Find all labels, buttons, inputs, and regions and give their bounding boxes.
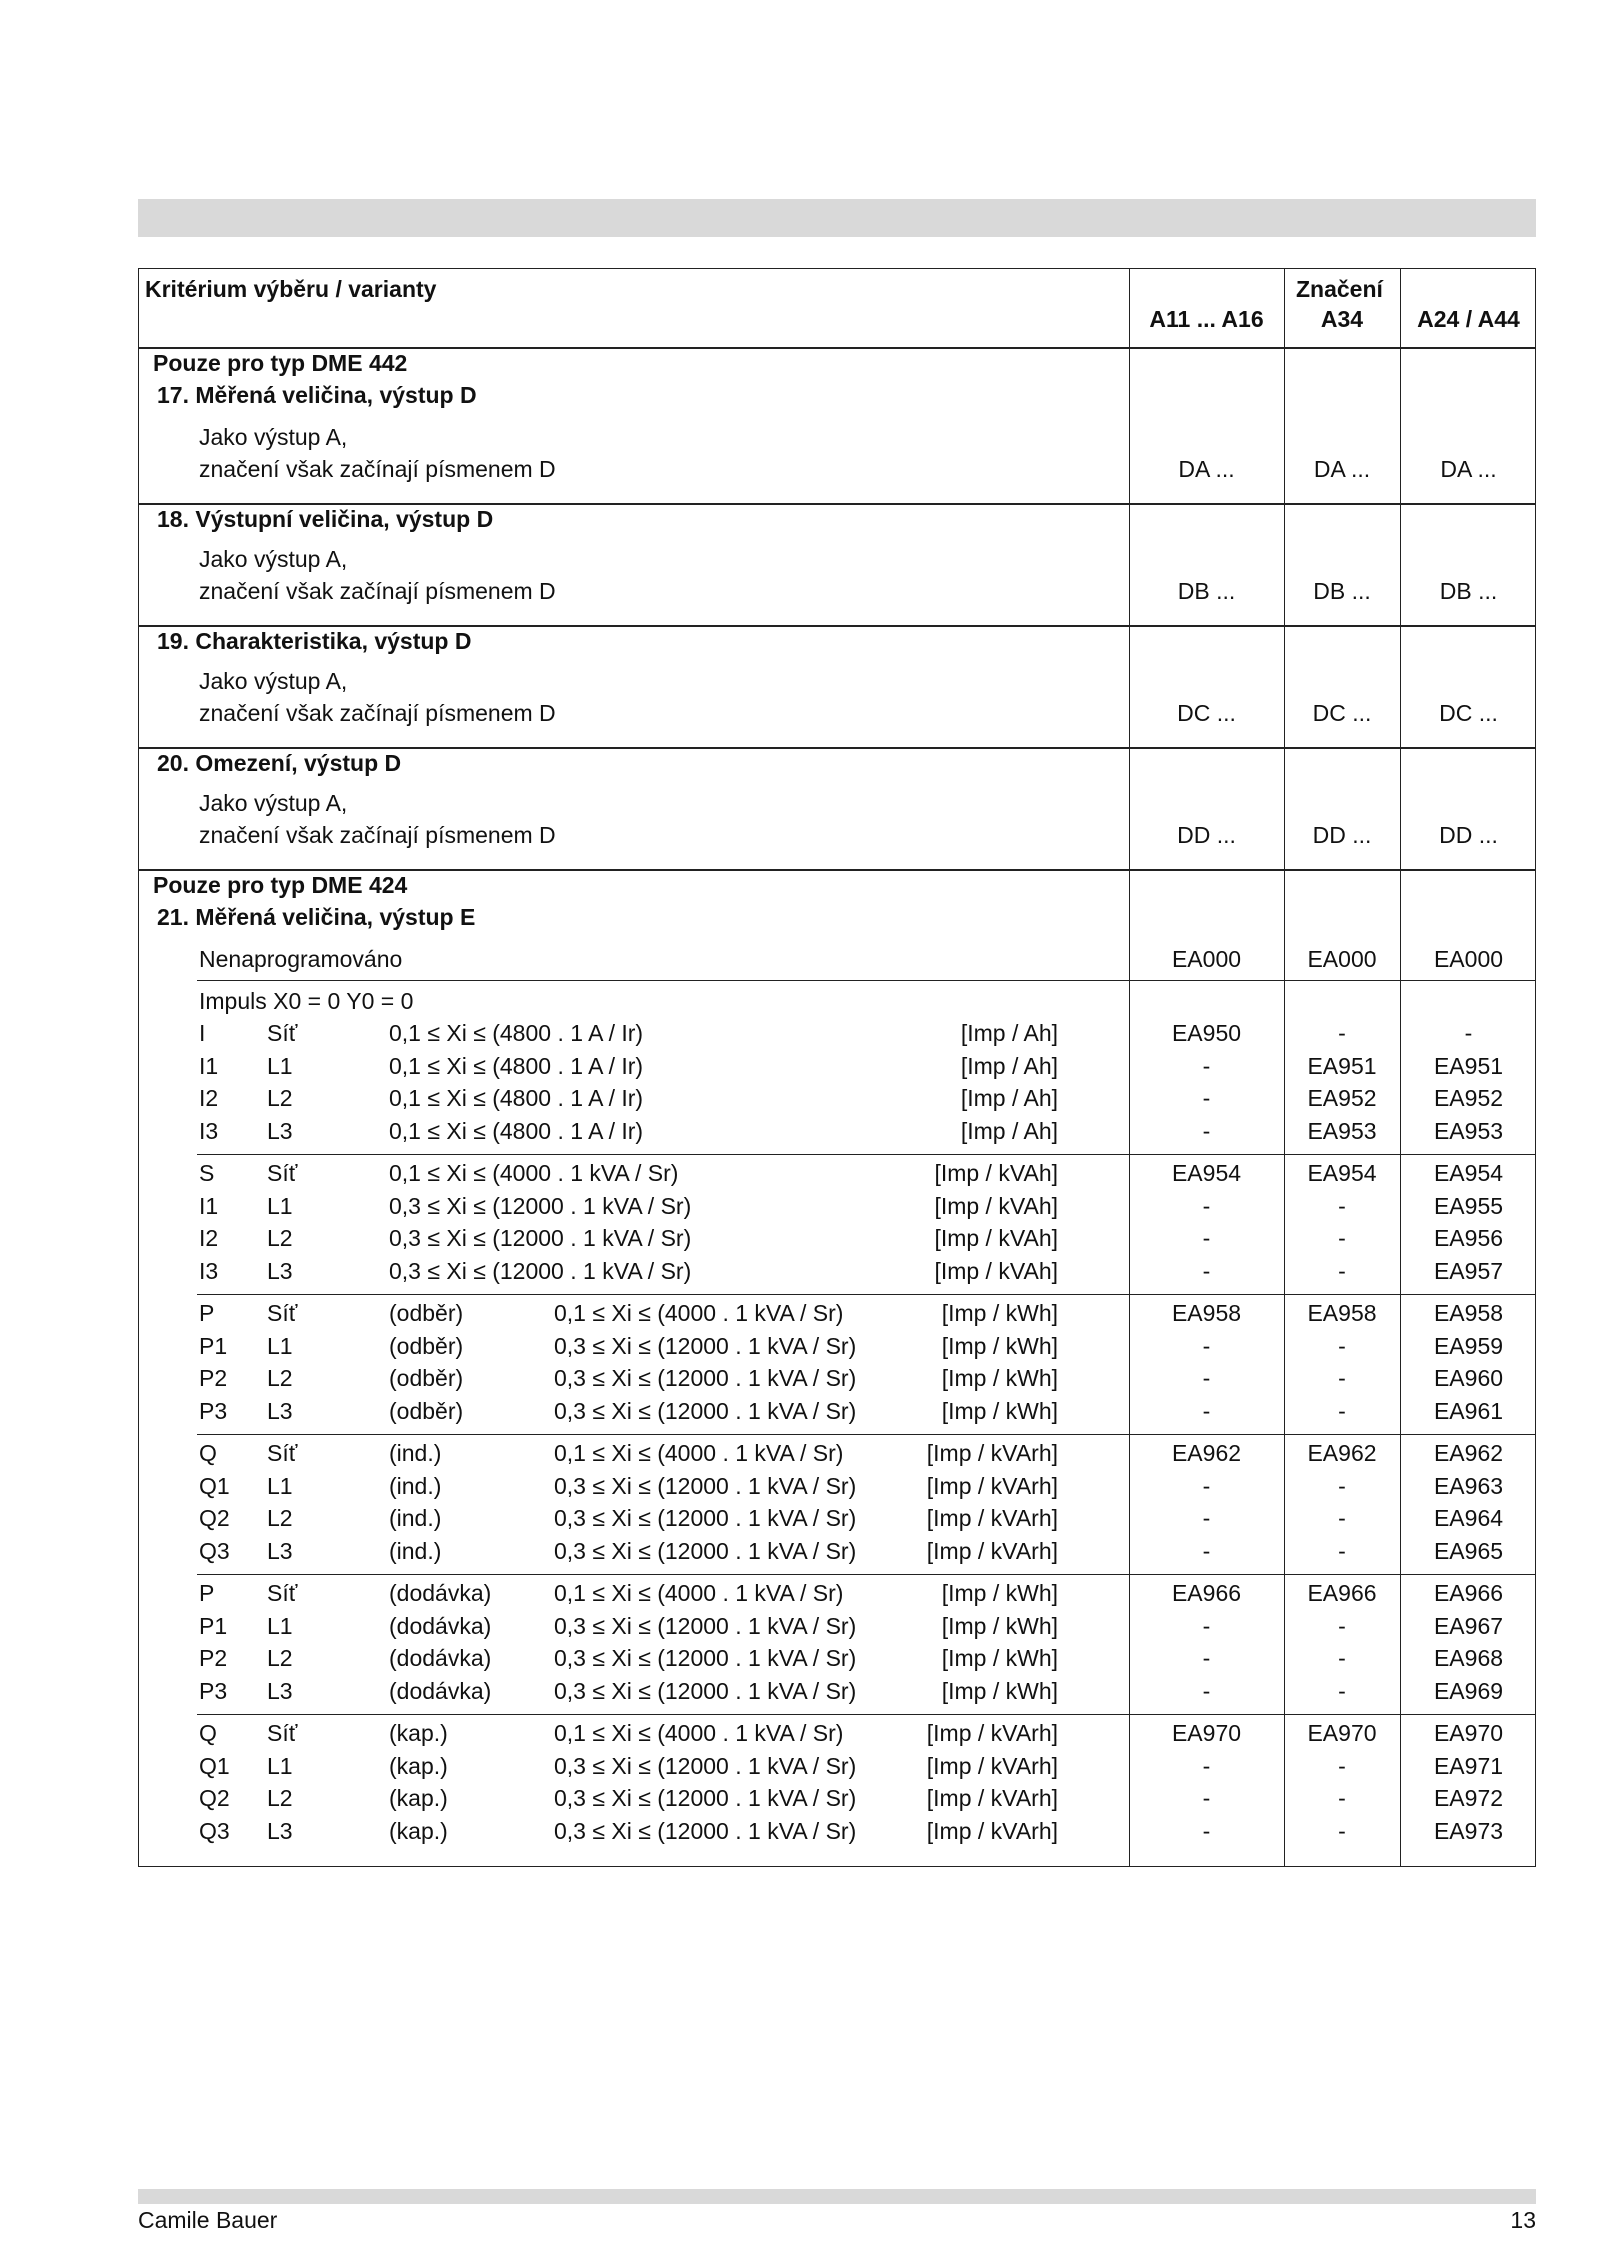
marking-code: EA966 xyxy=(1171,1580,1242,1606)
row-sym: I2 xyxy=(199,1225,219,1251)
marking-code: - xyxy=(1202,1225,1211,1251)
footer-bar xyxy=(138,2189,1536,2204)
row-range: 0,3 ≤ Xi ≤ (12000 . 1 kVA / Sr) xyxy=(554,1612,857,1639)
marking-code: DA ... xyxy=(1178,456,1235,482)
row-mode: (kap.) xyxy=(389,1785,448,1811)
type-note-dme442: Pouze pro typ DME 442 xyxy=(153,350,408,376)
row-phase: L3 xyxy=(267,1677,293,1704)
row-phase: Síť xyxy=(267,1720,298,1746)
row-range: 0,3 ≤ Xi ≤ (12000 . 1 kVA / Sr) xyxy=(389,1257,692,1284)
row-sym: I2 xyxy=(199,1085,219,1111)
marking-code: - xyxy=(1338,1257,1346,1284)
header-bar xyxy=(138,199,1536,237)
marking-code: - xyxy=(1202,1505,1211,1531)
marking-code: EA954 xyxy=(1307,1160,1377,1186)
group-divider xyxy=(197,1574,1535,1575)
section-text: značení však začínají písmenem D xyxy=(199,456,556,482)
group-divider xyxy=(197,980,1535,981)
row-mode: (dodávka) xyxy=(389,1580,492,1606)
row-unit: [Imp / Ah] xyxy=(960,1085,1058,1111)
marking-code: - xyxy=(1338,1677,1346,1704)
row-range: 0,3 ≤ Xi ≤ (12000 . 1 kVA / Sr) xyxy=(389,1225,692,1251)
section-text: Jako výstup A, xyxy=(199,546,348,572)
row-sym: I1 xyxy=(199,1052,219,1079)
section-text: Jako výstup A, xyxy=(199,790,348,816)
impulse-label: Impuls X0 = 0 Y0 = 0 xyxy=(199,988,414,1014)
row-sym: P3 xyxy=(199,1677,228,1704)
marking-code: - xyxy=(1338,1612,1346,1639)
row-range: 0,3 ≤ Xi ≤ (12000 . 1 kVA / Sr) xyxy=(554,1817,857,1844)
row-range: 0,3 ≤ Xi ≤ (12000 . 1 kVA / Sr) xyxy=(554,1472,857,1499)
row-range: 0,3 ≤ Xi ≤ (12000 . 1 kVA / Sr) xyxy=(554,1677,857,1704)
row-range: 0,1 ≤ Xi ≤ (4800 . 1 A / Ir) xyxy=(389,1052,644,1079)
row-mode: (dodávka) xyxy=(389,1677,492,1704)
row-unit: [Imp / kVArh] xyxy=(926,1817,1058,1844)
column-header-a34: A34 xyxy=(1320,306,1364,332)
row-phase: L2 xyxy=(267,1645,293,1671)
row-phase: L3 xyxy=(267,1537,293,1564)
row-range: 0,1 ≤ Xi ≤ (4000 . 1 kVA / Sr) xyxy=(554,1580,844,1606)
row-unit: [Imp / kWh] xyxy=(941,1580,1058,1606)
section-title: 18. Výstupní veličina, výstup D xyxy=(157,506,494,532)
row-mode: (ind.) xyxy=(389,1440,442,1466)
marking-code: EA962 xyxy=(1433,1440,1504,1466)
row-sym: Q3 xyxy=(199,1817,230,1844)
row-range: 0,1 ≤ Xi ≤ (4800 . 1 A / Ir) xyxy=(389,1020,644,1046)
row-mode: (ind.) xyxy=(389,1472,442,1499)
row-unit: [Imp / kWh] xyxy=(941,1332,1058,1359)
row-unit: [Imp / kVArh] xyxy=(926,1440,1058,1466)
row-range: 0,3 ≤ Xi ≤ (12000 . 1 kVA / Sr) xyxy=(554,1365,857,1391)
marking-code: EA965 xyxy=(1433,1537,1504,1564)
row-sym: Q xyxy=(199,1440,217,1466)
row-phase: Síť xyxy=(267,1020,298,1046)
marking-code: - xyxy=(1202,1645,1211,1671)
marking-code: EA957 xyxy=(1433,1257,1504,1284)
marking-code: - xyxy=(1338,1020,1346,1046)
marking-code: EA964 xyxy=(1433,1505,1504,1531)
row-range: 0,3 ≤ Xi ≤ (12000 . 1 kVA / Sr) xyxy=(554,1785,857,1811)
row-unit: [Imp / kWh] xyxy=(941,1645,1058,1671)
marking-code: DC ... xyxy=(1439,700,1498,726)
row-unit: [Imp / kWh] xyxy=(941,1612,1058,1639)
row-phase: Síť xyxy=(267,1440,298,1466)
marking-code: - xyxy=(1338,1192,1346,1219)
marking-code: EA973 xyxy=(1433,1817,1504,1844)
row-phase: Síť xyxy=(267,1160,298,1186)
row-phase: L2 xyxy=(267,1785,293,1811)
row-phase: Síť xyxy=(267,1580,298,1606)
marking-code: EA952 xyxy=(1307,1085,1377,1111)
row-range: 0,3 ≤ Xi ≤ (12000 . 1 kVA / Sr) xyxy=(554,1332,857,1359)
marking-code: - xyxy=(1338,1472,1346,1499)
row-unit: [Imp / kVAh] xyxy=(934,1192,1058,1219)
row-range: 0,1 ≤ Xi ≤ (4000 . 1 kVA / Sr) xyxy=(554,1720,844,1746)
marking-code: EA000 xyxy=(1307,946,1377,972)
row-phase: L1 xyxy=(267,1612,293,1639)
row-mode: (odběr) xyxy=(389,1397,464,1424)
marking-code: - xyxy=(1202,1117,1211,1144)
row-mode: (kap.) xyxy=(389,1817,448,1844)
marking-code: - xyxy=(1202,1677,1211,1704)
row-unit: [Imp / Ah] xyxy=(960,1052,1058,1079)
marking-code: - xyxy=(1202,1332,1211,1359)
row-sym: Q3 xyxy=(199,1537,230,1564)
row-phase: L3 xyxy=(267,1257,293,1284)
marking-code: - xyxy=(1338,1225,1346,1251)
group-divider xyxy=(197,1154,1535,1155)
marking-code: DD ... xyxy=(1439,822,1498,848)
marking-code: - xyxy=(1338,1537,1346,1564)
row-sym: I3 xyxy=(199,1257,219,1284)
row-sym: I3 xyxy=(199,1117,219,1144)
row-range: 0,1 ≤ Xi ≤ (4000 . 1 kVA / Sr) xyxy=(554,1300,844,1326)
unprogrammed-label: Nenaprogramováno xyxy=(199,946,403,972)
row-phase: L1 xyxy=(267,1052,293,1079)
marking-code: EA963 xyxy=(1433,1472,1504,1499)
marking-code: - xyxy=(1338,1645,1346,1671)
marking-code: - xyxy=(1202,1085,1211,1111)
marking-code: EA970 xyxy=(1171,1720,1242,1746)
marking-code: EA962 xyxy=(1171,1440,1242,1466)
marking-code: EA958 xyxy=(1307,1300,1377,1326)
row-sym: P2 xyxy=(199,1365,228,1391)
marking-code: - xyxy=(1202,1365,1211,1391)
marking-code: EA954 xyxy=(1433,1160,1504,1186)
marking-code: EA959 xyxy=(1433,1332,1504,1359)
column-header-a24-a44: A24 / A44 xyxy=(1417,306,1520,332)
criterion-header: Kritérium výběru / varianty xyxy=(145,276,437,302)
row-unit: [Imp / kWh] xyxy=(941,1300,1058,1326)
row-mode: (kap.) xyxy=(389,1720,448,1746)
row-phase: L2 xyxy=(267,1225,293,1251)
marking-code: - xyxy=(1338,1785,1346,1811)
row-sym: P xyxy=(199,1300,215,1326)
marking-code: EA968 xyxy=(1433,1645,1504,1671)
section-text: značení však začínají písmenem D xyxy=(199,578,556,604)
row-sym: Q xyxy=(199,1720,217,1746)
row-range: 0,3 ≤ Xi ≤ (12000 . 1 kVA / Sr) xyxy=(554,1505,857,1531)
marking-code: - xyxy=(1202,1537,1211,1564)
marking-code: DA ... xyxy=(1313,456,1371,482)
group-divider xyxy=(197,1714,1535,1715)
section-text: značení však začínají písmenem D xyxy=(199,822,556,848)
marking-code: EA961 xyxy=(1433,1397,1504,1424)
section-text: Jako výstup A, xyxy=(199,424,348,450)
marking-code: EA962 xyxy=(1307,1440,1377,1466)
row-sym: I1 xyxy=(199,1192,219,1219)
section-text: Jako výstup A, xyxy=(199,668,348,694)
marking-code: - xyxy=(1202,1817,1211,1844)
marking-code: DB ... xyxy=(1313,578,1371,604)
marking-code: - xyxy=(1338,1505,1346,1531)
row-unit: [Imp / kVAh] xyxy=(934,1257,1058,1284)
marking-code: - xyxy=(1202,1257,1211,1284)
type-note-dme424: Pouze pro typ DME 424 xyxy=(153,872,408,898)
marking-code: DA ... xyxy=(1440,456,1497,482)
row-mode: (odběr) xyxy=(389,1300,464,1326)
row-sym: Q2 xyxy=(199,1785,230,1811)
row-phase: L2 xyxy=(267,1085,293,1111)
row-phase: L1 xyxy=(267,1332,293,1359)
marking-code: EA958 xyxy=(1171,1300,1242,1326)
marking-code: EA953 xyxy=(1433,1117,1504,1144)
row-range: 0,1 ≤ Xi ≤ (4000 . 1 kVA / Sr) xyxy=(389,1160,679,1186)
row-sym: P1 xyxy=(199,1612,228,1639)
row-phase: L1 xyxy=(267,1192,293,1219)
marking-code: - xyxy=(1464,1020,1473,1046)
marking-code: DB ... xyxy=(1177,578,1236,604)
row-unit: [Imp / kWh] xyxy=(941,1365,1058,1391)
marking-code: EA951 xyxy=(1307,1052,1377,1079)
marking-code: EA966 xyxy=(1307,1580,1377,1606)
row-range: 0,1 ≤ Xi ≤ (4800 . 1 A / Ir) xyxy=(389,1117,644,1144)
page-number: 13 xyxy=(1510,2207,1536,2233)
row-range: 0,3 ≤ Xi ≤ (12000 . 1 kVA / Sr) xyxy=(554,1645,857,1671)
section-title: 21. Měřená veličina, výstup E xyxy=(157,904,476,930)
row-unit: [Imp / kVAh] xyxy=(934,1225,1058,1251)
row-range: 0,1 ≤ Xi ≤ (4800 . 1 A / Ir) xyxy=(389,1085,644,1111)
row-phase: L1 xyxy=(267,1472,293,1499)
section-title: 17. Měřená veličina, výstup D xyxy=(157,382,477,408)
marking-code: EA969 xyxy=(1433,1677,1504,1704)
marking-code: - xyxy=(1202,1052,1211,1079)
row-phase: L2 xyxy=(267,1365,293,1391)
row-mode: (odběr) xyxy=(389,1332,464,1359)
row-sym: I xyxy=(199,1020,206,1046)
marking-code: EA956 xyxy=(1433,1225,1504,1251)
row-mode: (dodávka) xyxy=(389,1612,492,1639)
row-phase: L1 xyxy=(267,1752,293,1779)
row-mode: (odběr) xyxy=(389,1365,464,1391)
row-phase: Síť xyxy=(267,1300,298,1326)
marking-code: EA960 xyxy=(1433,1365,1504,1391)
row-range: 0,3 ≤ Xi ≤ (12000 . 1 kVA / Sr) xyxy=(389,1192,692,1219)
row-unit: [Imp / kWh] xyxy=(941,1397,1058,1424)
marking-code: EA970 xyxy=(1307,1720,1377,1746)
marking-code: - xyxy=(1338,1397,1346,1424)
marking-code: EA958 xyxy=(1433,1300,1504,1326)
row-range: 0,3 ≤ Xi ≤ (12000 . 1 kVA / Sr) xyxy=(554,1752,857,1779)
row-unit: [Imp / kVArh] xyxy=(926,1537,1058,1564)
row-sym: Q1 xyxy=(199,1472,230,1499)
marking-code: EA000 xyxy=(1171,946,1242,972)
marking-code: - xyxy=(1202,1192,1211,1219)
group-divider xyxy=(197,1434,1535,1435)
row-phase: L3 xyxy=(267,1397,293,1424)
marking-code: - xyxy=(1338,1332,1346,1359)
marking-code: EA972 xyxy=(1433,1785,1504,1811)
row-range: 0,1 ≤ Xi ≤ (4000 . 1 kVA / Sr) xyxy=(554,1440,844,1466)
selection-table xyxy=(138,268,1536,1867)
row-sym: S xyxy=(199,1160,215,1186)
row-sym: P2 xyxy=(199,1645,228,1671)
marking-code: EA971 xyxy=(1433,1752,1504,1779)
section-title: 20. Omezení, výstup D xyxy=(157,750,402,776)
row-unit: [Imp / kWh] xyxy=(941,1677,1058,1704)
group-divider xyxy=(197,1294,1535,1295)
section-title: 19. Charakteristika, výstup D xyxy=(157,628,472,654)
row-mode: (ind.) xyxy=(389,1537,442,1564)
marking-code: EA000 xyxy=(1433,946,1504,972)
marking-code: DC ... xyxy=(1312,700,1372,726)
company-name: Camile Bauer xyxy=(138,2207,278,2233)
marking-code: DD ... xyxy=(1312,822,1372,848)
column-header-a11-a16: A11 ... A16 xyxy=(1149,306,1264,332)
row-phase: L3 xyxy=(267,1117,293,1144)
marking-code: EA955 xyxy=(1433,1192,1504,1219)
row-unit: [Imp / kVArh] xyxy=(926,1472,1058,1499)
row-sym: Q2 xyxy=(199,1505,230,1531)
marking-code: EA950 xyxy=(1171,1020,1242,1046)
marking-code: EA967 xyxy=(1433,1612,1504,1639)
row-unit: [Imp / kVArh] xyxy=(926,1785,1058,1811)
row-phase: L3 xyxy=(267,1817,293,1844)
row-unit: [Imp / kVArh] xyxy=(926,1752,1058,1779)
marking-code: DB ... xyxy=(1439,578,1498,604)
row-sym: P xyxy=(199,1580,215,1606)
marking-code: - xyxy=(1338,1752,1346,1779)
row-range: 0,3 ≤ Xi ≤ (12000 . 1 kVA / Sr) xyxy=(554,1537,857,1564)
marking-code: - xyxy=(1202,1397,1211,1424)
marking-code: EA951 xyxy=(1433,1052,1504,1079)
row-sym: P1 xyxy=(199,1332,228,1359)
section-text: značení však začínají písmenem D xyxy=(199,700,556,726)
marking-code: - xyxy=(1338,1817,1346,1844)
row-sym: Q1 xyxy=(199,1752,230,1779)
row-unit: [Imp / Ah] xyxy=(960,1020,1058,1046)
row-mode: (dodávka) xyxy=(389,1645,492,1671)
marking-code: - xyxy=(1202,1472,1211,1499)
row-range: 0,3 ≤ Xi ≤ (12000 . 1 kVA / Sr) xyxy=(554,1397,857,1424)
marking-code: EA970 xyxy=(1433,1720,1504,1746)
row-unit: [Imp / kVArh] xyxy=(926,1505,1058,1531)
marking-header: Značení xyxy=(1296,276,1383,302)
marking-code: EA952 xyxy=(1433,1085,1504,1111)
marking-code: EA954 xyxy=(1171,1160,1242,1186)
row-sym: P3 xyxy=(199,1397,228,1424)
row-mode: (kap.) xyxy=(389,1752,448,1779)
marking-code: - xyxy=(1202,1752,1211,1779)
row-phase: L2 xyxy=(267,1505,293,1531)
marking-code: DD ... xyxy=(1177,822,1236,848)
marking-code: EA953 xyxy=(1307,1117,1377,1144)
row-unit: [Imp / kVAh] xyxy=(934,1160,1058,1186)
row-mode: (ind.) xyxy=(389,1505,442,1531)
marking-code: EA966 xyxy=(1433,1580,1504,1606)
marking-code: - xyxy=(1202,1785,1211,1811)
marking-code: DC ... xyxy=(1177,700,1236,726)
marking-code: - xyxy=(1338,1365,1346,1391)
row-unit: [Imp / Ah] xyxy=(960,1117,1058,1144)
row-unit: [Imp / kVArh] xyxy=(926,1720,1058,1746)
marking-code: - xyxy=(1202,1612,1211,1639)
